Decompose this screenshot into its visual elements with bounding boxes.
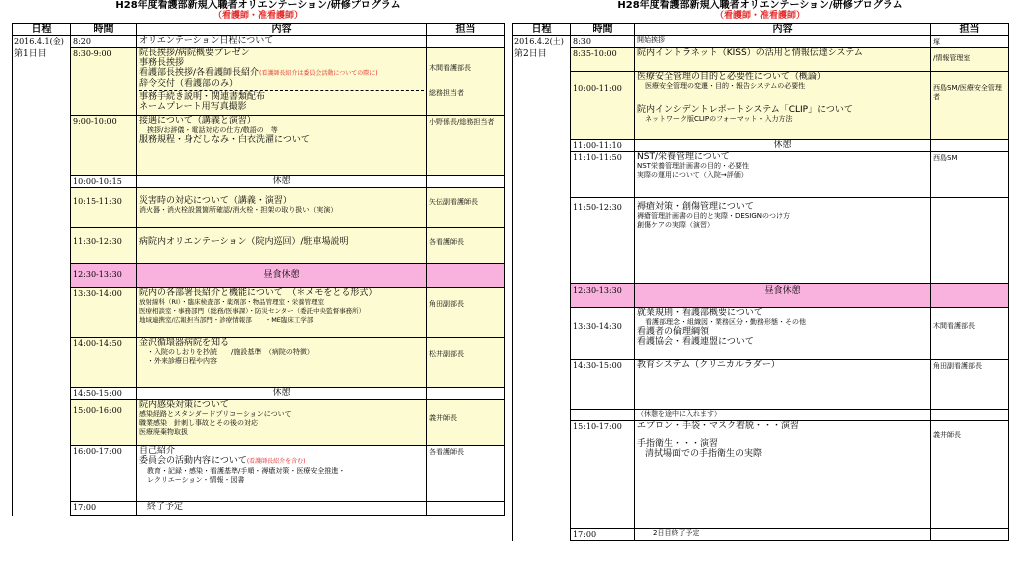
- divider: [139, 90, 424, 91]
- date-label: 2016.4.2(土): [514, 37, 564, 46]
- content-cell: [635, 360, 931, 410]
- time-cell: 8:30-9:00: [71, 48, 137, 116]
- content-line: 事務長挨拶: [139, 58, 185, 68]
- content-line: 自己紹介: [139, 446, 176, 456]
- time-cell: 14:50-15:00: [71, 388, 137, 400]
- header-content: 内容: [635, 24, 931, 36]
- content-line: 辞令交付（看護部のみ）: [139, 79, 239, 89]
- content-line: 実際の運用について（入院→評価）: [637, 171, 748, 179]
- content-line: 就業規則・看護部概要について: [637, 308, 763, 318]
- content-cell: [137, 446, 427, 502]
- day-label: 第1日目: [14, 49, 47, 59]
- content-line: 清拭場面での手指衛生の実際: [645, 449, 763, 459]
- content-line: 消火器・消火栓設置箇所確認/消火栓・担架の取り扱い（実演）: [139, 206, 338, 214]
- content-line: オリエンテーション日程について: [139, 36, 274, 46]
- content-line: 教育システム（クリニカルラダー）: [637, 360, 780, 370]
- content-line: 挨拶/お辞儀・電話対応の仕方/敬語の 等: [147, 126, 278, 134]
- content-cell: [137, 116, 427, 176]
- content-line: レクリエーション・情報・図書: [147, 476, 245, 484]
- content-cell: [635, 410, 931, 421]
- person-cell: [427, 502, 505, 516]
- schedule-day2: [512, 0, 1008, 541]
- time-cell: 17:00: [571, 529, 635, 541]
- person-cell: [931, 140, 1009, 152]
- lunch-label: 昼食休憩: [635, 284, 931, 308]
- content-line: （休憩を途中に入れます）: [637, 410, 721, 418]
- content-line: 接遇について（講義と演習）: [139, 116, 256, 126]
- header-time: 時間: [571, 24, 635, 36]
- break-label: 休憩: [137, 388, 427, 400]
- content-line: 医療廃棄物取扱: [139, 428, 188, 436]
- content-line: 医療安全管理の目的と必要性について（概論）: [637, 72, 826, 82]
- page-subtitle: （看護師・准看護師）: [212, 11, 303, 21]
- lunch-label: 昼食休憩: [137, 264, 427, 288]
- time-cell: 8:35-10:00: [571, 48, 635, 72]
- person-cell: 角田副看護部長: [931, 360, 1009, 410]
- content-line: 院内インシデントレポートシステム「CLIP」について: [637, 105, 853, 115]
- content-line: 褥瘡対策・創傷管理について: [637, 202, 754, 212]
- header-date: 日程: [513, 24, 571, 36]
- person-cell: 塚: [931, 36, 1009, 48]
- time-cell: 10:15-11:30: [71, 188, 137, 228]
- time-cell: 11:00-11:10: [571, 140, 635, 152]
- page-title: H28年度看護部新規入職者オリエンテーション/研修プログラム: [617, 0, 903, 11]
- person-cell: 矢伝副看護師長: [427, 188, 505, 228]
- time-cell: 14:30-15:00: [571, 360, 635, 410]
- person-cell: 各看護師長: [427, 228, 505, 264]
- time-cell: [571, 410, 635, 421]
- content-cell: [635, 72, 931, 140]
- content-line: 創傷ケアの実際（演習）: [637, 221, 714, 229]
- content-line: ネットワーク版CLIPのフォーマット・入力方法: [645, 115, 793, 123]
- content-line: 看護者の倫理綱領: [637, 327, 710, 337]
- person-cell: [931, 284, 1009, 308]
- time-cell: 9:00-10:00: [71, 116, 137, 176]
- person-cell: /情報管理室: [931, 48, 1009, 72]
- content-line: 放射線科（RI）・臨床検査部・薬剤部・物品管理室・栄養管理室: [139, 298, 325, 306]
- header-person: 担当: [427, 24, 505, 36]
- person-cell: [931, 410, 1009, 421]
- schedule-day1: [12, 0, 504, 516]
- note-text: (看護師長紹介を含む): [246, 458, 306, 465]
- content-line: 院内イントラネット（KISS）の活用と情報伝達システム: [637, 48, 863, 58]
- header-person: 担当: [931, 24, 1009, 36]
- content-line: 病院内オリエンテーション（院内巡回）/駐車場説明: [139, 237, 349, 247]
- content-line: 手指衛生・・・演習: [637, 439, 719, 449]
- person-cell: 松井副部長: [427, 338, 505, 388]
- content-line: 院内感染対策について: [139, 400, 229, 410]
- person-cell: [427, 388, 505, 400]
- person-cell: 西島SM/医療安全管理者: [931, 72, 1009, 140]
- content-cell: [137, 36, 427, 48]
- page-subtitle: （看護師・准看護師）: [714, 11, 805, 21]
- content-line: 委員会の活動内容について(看護師長紹介を含む): [139, 456, 306, 466]
- time-cell: 13:30-14:30: [571, 308, 635, 360]
- content-cell: [635, 36, 931, 48]
- person-cell: 角田副部長: [427, 288, 505, 338]
- time-cell: 11:10-11:50: [571, 152, 635, 198]
- content-cell: [635, 48, 931, 72]
- content-line: 職業感染 針刺し事故とその後の対応: [139, 419, 258, 427]
- page-title: H28年度看護部新規入職者オリエンテーション/研修プログラム: [115, 0, 401, 11]
- content-line: 医療安全管理の変遷・目的・報告システムの必要性: [645, 82, 806, 90]
- person-cell: [427, 48, 505, 116]
- note-text: (看護師長紹介は委員会活動についての際に): [259, 70, 378, 77]
- time-cell: 11:50-12:30: [571, 198, 635, 284]
- person-cell: 各看護師長: [427, 446, 505, 502]
- content-line: ネームプレート用写真撮影: [139, 102, 247, 112]
- content-cell: [635, 421, 931, 529]
- time-cell: 16:00-17:00: [71, 446, 137, 502]
- schedule-table: [12, 23, 505, 516]
- time-cell: 12:30-13:30: [71, 264, 137, 288]
- person-cell: 木間看護部長: [931, 308, 1009, 360]
- header-content: 内容: [137, 24, 427, 36]
- content-line: 院内の各部署長紹介と機能について （＊メモをとる形式）: [139, 288, 378, 298]
- time-cell: 15:10-17:00: [571, 421, 635, 529]
- content-line: 教育・記録・感染・看護基準/手順・褥瘡対策・医療安全推進・: [147, 467, 346, 475]
- content-line: 看護部理念・組織図・業務区分・勤務形態・その他: [645, 318, 806, 326]
- content-line: 褥瘡管理計画書の目的と実際・DESIGNのつけ方: [637, 212, 790, 220]
- content-line: ・外来診療日程や内容: [147, 357, 217, 365]
- content-line: 開始挨拶: [637, 36, 665, 44]
- content-cell: [635, 152, 931, 198]
- content-line: NST栄養管理計画書の目的・必要性: [637, 162, 749, 170]
- content-line: 金沢循環器病院を知る: [139, 338, 230, 348]
- person-cell: [427, 176, 505, 188]
- date-label: 2016.4.1(金): [14, 37, 64, 46]
- content-cell: [137, 502, 427, 516]
- content-cell: [635, 529, 931, 541]
- break-label: 休憩: [635, 140, 931, 152]
- content-line: ・入院のしおりを抄読 /施設基準 （病院の特徴）: [147, 348, 314, 356]
- time-cell: 8:30: [571, 36, 635, 48]
- time-cell: 14:00-14:50: [71, 338, 137, 388]
- person-cell: [427, 36, 505, 48]
- person-cell: [427, 264, 505, 288]
- header-time: 時間: [71, 24, 137, 36]
- time-cell: 13:30-14:00: [71, 288, 137, 338]
- content-cell: [137, 48, 427, 116]
- content-line: 災害時の対応について（講義・演習）: [139, 196, 292, 206]
- person-cell: 小野係長/総務担当者: [427, 116, 505, 176]
- content-cell: [635, 308, 931, 360]
- day-label: 第2日目: [514, 49, 547, 59]
- content-line: エプロン・手袋・マスク着脱・・・演習: [637, 421, 800, 431]
- person-cell: 義井師長: [427, 400, 505, 446]
- content-cell: [137, 338, 427, 388]
- content-line: 服務規程・身だしなみ・白衣洗濯について: [139, 135, 310, 145]
- content-line: 地域連携室/広報担当部門・診療情報部 ・ME臨床工学部: [139, 316, 314, 324]
- content-line: 感染経路とスタンダードプリコーションについて: [139, 410, 292, 418]
- content-cell: [137, 228, 427, 264]
- content-line: 2日目終了予定: [653, 529, 700, 537]
- content-line: 看護部長挨拶/各看護師長紹介(看護師長紹介は委員会活動についての際に): [139, 68, 378, 78]
- time-cell: 10:00-11:00: [571, 72, 635, 140]
- person-cell: 西島SM: [931, 152, 1009, 198]
- person-name: 木間看護部長: [429, 64, 471, 72]
- content-line: 医療相談室・事務部門（総務/医事課）・防災センター（委託中央監督事務所）: [139, 307, 366, 315]
- time-cell: 8:20: [71, 36, 137, 48]
- content-cell: [635, 198, 931, 284]
- person-cell: [931, 529, 1009, 541]
- content-line: NST/栄養管理について: [637, 152, 730, 162]
- content-cell: [137, 188, 427, 228]
- content-line: 院長挨拶/病院概要プレゼン: [139, 48, 250, 58]
- schedule-table: [512, 23, 1009, 541]
- break-label: 休憩: [137, 176, 427, 188]
- content-line: 終了予定: [147, 502, 184, 512]
- time-cell: 11:30-12:30: [71, 228, 137, 264]
- content-cell: [137, 400, 427, 446]
- time-cell: 12:30-13:30: [571, 284, 635, 308]
- date-cell: [13, 36, 71, 516]
- date-cell: [513, 36, 571, 541]
- time-cell: 15:00-16:00: [71, 400, 137, 446]
- person-cell: 義井師長: [931, 421, 1009, 529]
- time-cell: 17:00: [71, 502, 137, 516]
- time-cell: 10:00-10:15: [71, 176, 137, 188]
- content-line: 事務手続き説明・関連書類配布: [139, 92, 266, 102]
- person-cell: [931, 198, 1009, 284]
- content-cell: [137, 288, 427, 338]
- header-date: 日程: [13, 24, 71, 36]
- person-name: 総務担当者: [429, 89, 464, 97]
- content-line: 看護協会・看護連盟について: [637, 337, 754, 347]
